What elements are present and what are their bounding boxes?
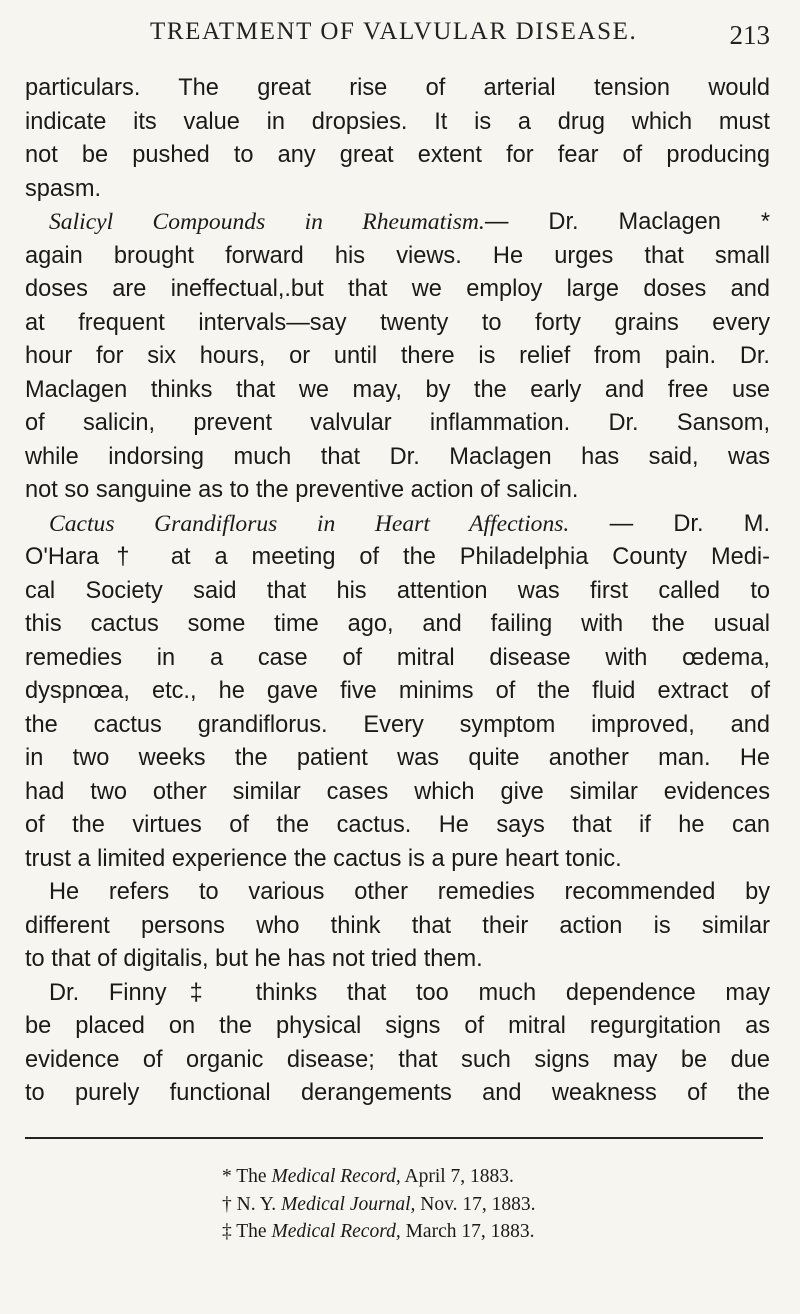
footnote: [222, 1191, 762, 1219]
text-line: to that of digitalis, but he has not tried them.: [25, 946, 483, 972]
page-number: 213: [729, 20, 770, 50]
text-line: in two weeks the patient was quite another man. He: [25, 745, 770, 771]
text-line: while indorsing much that Dr. Maclagen has said, was: [25, 443, 770, 470]
section-heading-cactus: [25, 508, 770, 542]
text-line: remedies in a case of mitral disease with œdema,: [25, 644, 770, 671]
section-title: Salicyl Compounds in Rheumatism.: [49, 209, 485, 235]
footnote-source: Medical Journal,: [281, 1193, 416, 1215]
body-text: [25, 72, 770, 1111]
footnote-date: Nov. 17, 1883.: [415, 1193, 536, 1215]
footnote-date: March 17, 1883.: [400, 1221, 535, 1242]
text-line: not so sanguine as to the preventive action of salicin.: [25, 477, 579, 503]
text-line: trust a limited experience the cactus is a pure heart tonic.: [25, 845, 622, 872]
footnote: [222, 1163, 762, 1191]
footnote-date: April 7, 1883.: [400, 1166, 514, 1187]
footnote-mark: * The: [222, 1166, 272, 1187]
text-line: O'Hara† at a meeting of the Philadelphia County Medi-: [25, 544, 770, 570]
text-line: the cactus grandiflorus. Every symptom improved, and: [25, 711, 770, 738]
footnote-divider: [25, 1137, 763, 1139]
footnote-source: Medical Record,: [271, 1166, 401, 1187]
text-line: hour for six hours, or until there is relief from pain. Dr.: [25, 343, 770, 369]
section-attribution: — Dr. Maclagen *: [484, 209, 771, 235]
section-attribution: — Dr. M.: [569, 510, 770, 537]
text-line: to purely functional derangements and weakness of the: [25, 1080, 770, 1106]
text-line: spasm.: [25, 175, 102, 202]
text-line: dyspnœa, etc., he gave five minims of the fluid extract of: [25, 678, 770, 704]
text-line: this cactus some time ago, and failing with the usual: [25, 611, 770, 637]
text-line: He refers to various other remedies recommended by: [49, 879, 770, 905]
text-line: at frequent intervals—say twenty to forty grains every: [25, 309, 770, 336]
section-heading-salicyl: [25, 206, 770, 240]
text-line: doses are ineffectual,.but that we employ large doses and: [25, 276, 770, 302]
footnote-mark: † N. Y.: [222, 1193, 282, 1215]
section-title: Cactus Grandiflorus in Heart Affections.: [49, 510, 570, 537]
text-line: evidence of organic disease; that such signs may be due: [25, 1046, 770, 1073]
footnote-mark: ‡ The: [222, 1221, 272, 1242]
footnotes: [222, 1163, 762, 1246]
text-line: again brought forward his views. He urges that small: [25, 242, 770, 269]
text-line: of salicin, prevent valvular inflammation. Dr. Sansom,: [25, 410, 770, 436]
text-line: had two other similar cases which give similar evidences: [25, 778, 770, 805]
text-line: not be pushed to any great extent for fear of producing: [25, 142, 770, 168]
footnote: [222, 1218, 762, 1246]
text-line: be placed on the physical signs of mitral regurgitation as: [25, 1013, 770, 1039]
text-line: cal Society said that his attention was first called to: [25, 577, 770, 604]
footnote-source: Medical Record,: [271, 1221, 401, 1242]
text-line: indicate its value in dropsies. It is a drug which must: [25, 108, 770, 135]
text-line: Maclagen thinks that we may, by the early and free use: [25, 376, 770, 403]
page-header: [150, 18, 780, 54]
text-line: different persons who think that their action is similar: [25, 912, 770, 939]
text-line: particulars. The great rise of arterial tension would: [25, 75, 770, 101]
text-line: of the virtues of the cactus. He says that if he can: [25, 812, 770, 838]
text-line: Dr. Finny‡ thinks that too much dependence may: [49, 979, 770, 1006]
running-head: TREATMENT OF VALVULAR DISEASE.: [150, 18, 638, 45]
